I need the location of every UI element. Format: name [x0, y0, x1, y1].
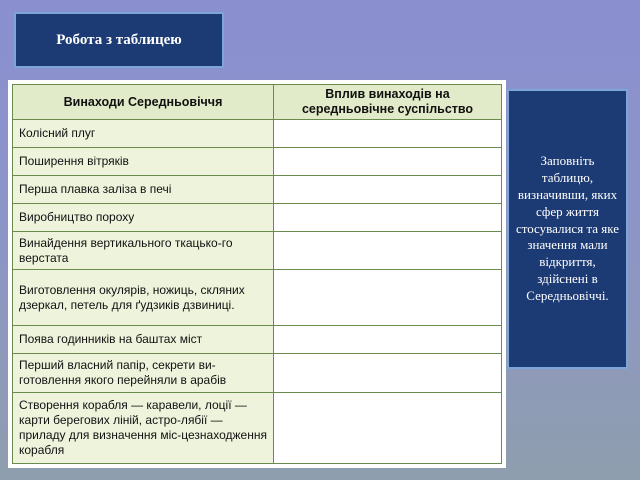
invention-cell: Колісний плуг	[13, 120, 274, 148]
inventions-table	[8, 80, 506, 468]
slide-title: Робота з таблицею	[14, 12, 224, 68]
instruction-box	[507, 89, 628, 369]
impact-cell[interactable]	[274, 392, 502, 463]
table-row	[13, 175, 502, 203]
table-row	[13, 231, 502, 270]
table-row	[13, 203, 502, 231]
table-row	[13, 392, 502, 463]
invention-cell: Перша плавка заліза в печі	[13, 175, 274, 203]
table-row	[13, 354, 502, 393]
impact-cell[interactable]	[274, 147, 502, 175]
impact-cell[interactable]	[274, 175, 502, 203]
invention-cell: Створення корабля — каравели, лоції — карти берегових ліній, астро-лябії — приладу для визначення міс-цезнаходження корабля	[13, 392, 274, 463]
invention-cell: Перший власний папір, секрети ви-готовлення якого перейняли в арабів	[13, 354, 274, 393]
column-header-inventions: Винаходи Середньовіччя	[13, 85, 274, 120]
impact-cell[interactable]	[274, 203, 502, 231]
impact-cell[interactable]	[274, 120, 502, 148]
table-row	[13, 270, 502, 326]
invention-cell: Поява годинників на баштах міст	[13, 326, 274, 354]
invention-cell: Поширення вітряків	[13, 147, 274, 175]
table-header-row	[13, 85, 502, 120]
impact-cell[interactable]	[274, 326, 502, 354]
invention-cell: Виробництво пороху	[13, 203, 274, 231]
impact-cell[interactable]	[274, 270, 502, 326]
impact-cell[interactable]	[274, 231, 502, 270]
table	[12, 84, 502, 464]
table-row	[13, 326, 502, 354]
instruction-text: Заповніть таблицю, визначивши, яких сфер життя стосувалися та яке значення мали відкриття, здійснені в Середньовіччі.	[515, 152, 620, 304]
table-row	[13, 120, 502, 148]
impact-cell[interactable]	[274, 354, 502, 393]
invention-cell: Виготовлення окулярів, ножиць, скляних дзеркал, петель для ґудзиків дзвиниці.	[13, 270, 274, 326]
column-header-impact: Вплив винаходів на середньовічне суспільство	[274, 85, 502, 120]
table-row	[13, 147, 502, 175]
invention-cell: Винайдення вертикального ткацько-го верстата	[13, 231, 274, 270]
